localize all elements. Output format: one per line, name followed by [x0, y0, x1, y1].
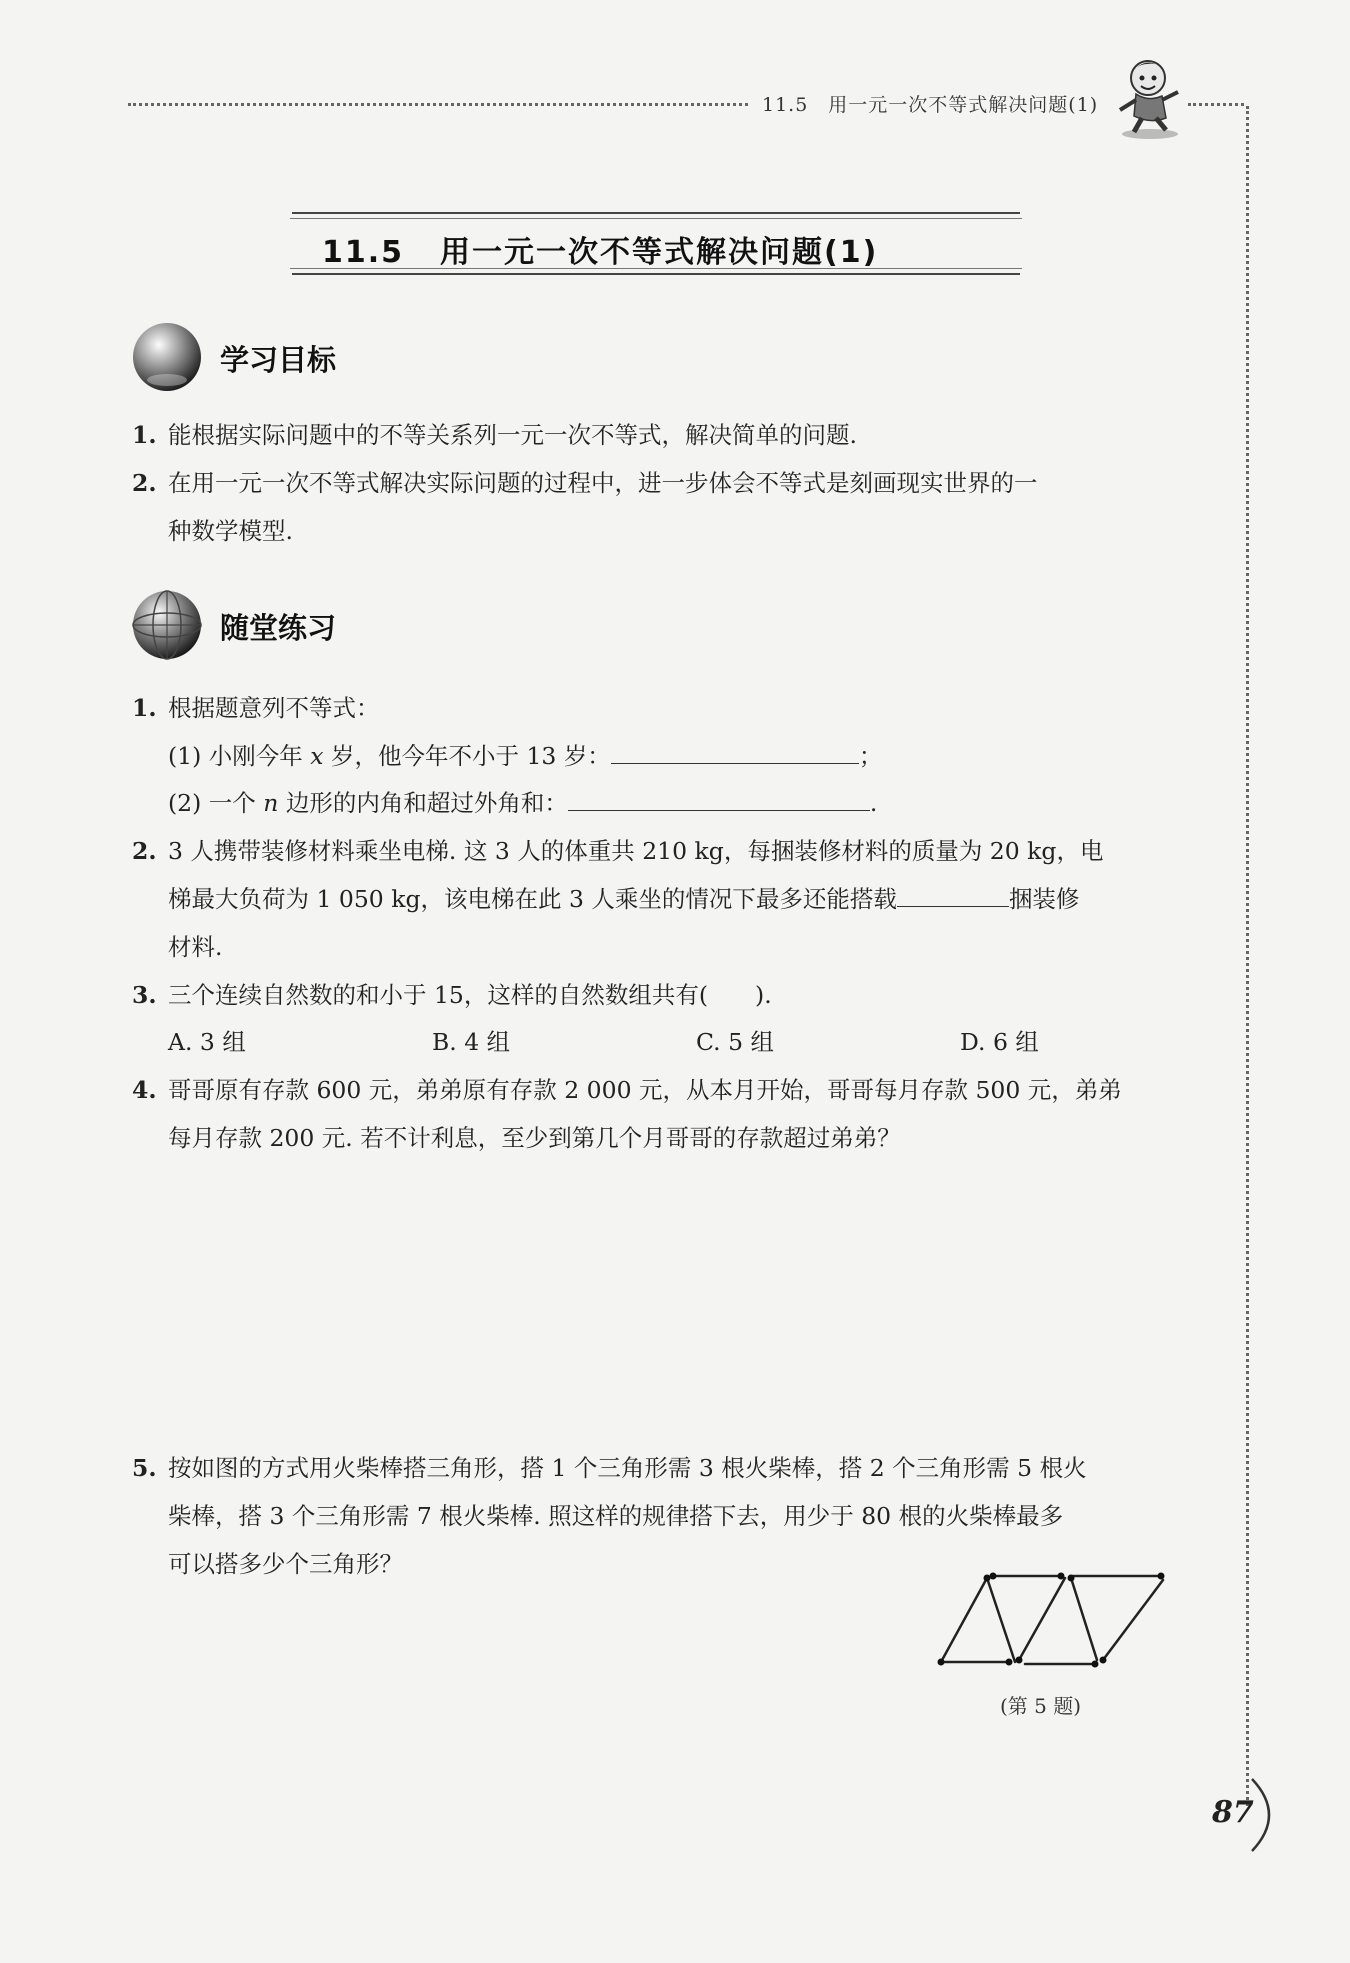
answer-blank[interactable]	[897, 905, 1009, 907]
side-dotted-rule	[1246, 106, 1249, 1806]
option-a[interactable]: A. 3 组	[168, 1028, 246, 1056]
option-b[interactable]: B. 4 组	[432, 1028, 511, 1056]
answer-blank[interactable]	[611, 762, 859, 764]
page-number: 87	[1212, 1795, 1254, 1830]
mascot-icon	[1108, 52, 1188, 142]
practice-heading: 随堂练习	[220, 611, 337, 645]
option-d[interactable]: D. 6 组	[960, 1028, 1039, 1056]
question-2: 2. 3 人携带装修材料乘坐电梯. 这 3 人的体重共 210 kg，每捆装修材料的质量为 20 kg，电	[132, 837, 1104, 865]
question-3: 3. 三个连续自然数的和小于 15，这样的自然数组共有( ).	[132, 981, 772, 1009]
option-c[interactable]: C. 5 组	[696, 1028, 775, 1056]
question-2-line-2: 梯最大负荷为 1 050 kg，该电梯在此 3 人乘坐的情况下最多还能搭载 捆装修	[168, 885, 1080, 913]
objectives-heading: 学习目标	[220, 343, 337, 377]
running-title: 11.5 用一元一次不等式解决问题(1)	[762, 94, 1099, 116]
question-4: 4. 哥哥原有存款 600 元，弟弟原有存款 2 000 元，从本月开始，哥哥每月存款 500 元，弟弟	[132, 1076, 1122, 1104]
objective-item: 2. 在用一元一次不等式解决实际问题的过程中，进一步体会不等式是刻画现实世界的一	[132, 469, 1038, 497]
section-title	[322, 227, 878, 271]
section-title-box	[292, 212, 1020, 275]
question-5-line-3: 可以搭多少个三角形？	[168, 1550, 403, 1578]
section-number: 11.5	[322, 235, 405, 270]
question-1-part-2: (2) 一个 n 边形的内角和超过外角和： .	[168, 789, 878, 817]
question-5-line-2: 柴棒，搭 3 个三角形需 7 根火柴棒. 照这样的规律搭下去，用少于 80 根的火柴棒最多	[168, 1502, 1064, 1530]
figure-caption: (第 5 题)	[1000, 1694, 1082, 1718]
header-dotted-rule-right	[1188, 103, 1244, 106]
header-dotted-rule	[128, 103, 748, 106]
question-1-part-1: (1) 小刚今年 x 岁，他今年不小于 13 岁： ；	[168, 742, 883, 770]
objective-item-continued: 种数学模型.	[168, 517, 293, 545]
matchstick-triangles-figure	[935, 1570, 1175, 1670]
question-4-line-2: 每月存款 200 元. 若不计利息，至少到第几个月哥哥的存款超过弟弟？	[168, 1124, 901, 1152]
page-number-arc	[1250, 1775, 1290, 1855]
globe-icon	[130, 588, 204, 662]
question-1: 1. 根据题意列不等式：	[132, 694, 380, 722]
objective-item: 1. 能根据实际问题中的不等关系列一元一次不等式，解决简单的问题.	[132, 421, 857, 449]
sphere-icon	[130, 320, 204, 394]
question-2-line-3: 材料.	[168, 933, 223, 961]
question-5: 5. 按如图的方式用火柴棒搭三角形，搭 1 个三角形需 3 根火柴棒，搭 2 个三角形需 5 根火	[132, 1454, 1087, 1482]
answer-blank[interactable]	[568, 809, 870, 811]
section-title-text: 用一元一次不等式解决问题(1)	[440, 235, 879, 270]
